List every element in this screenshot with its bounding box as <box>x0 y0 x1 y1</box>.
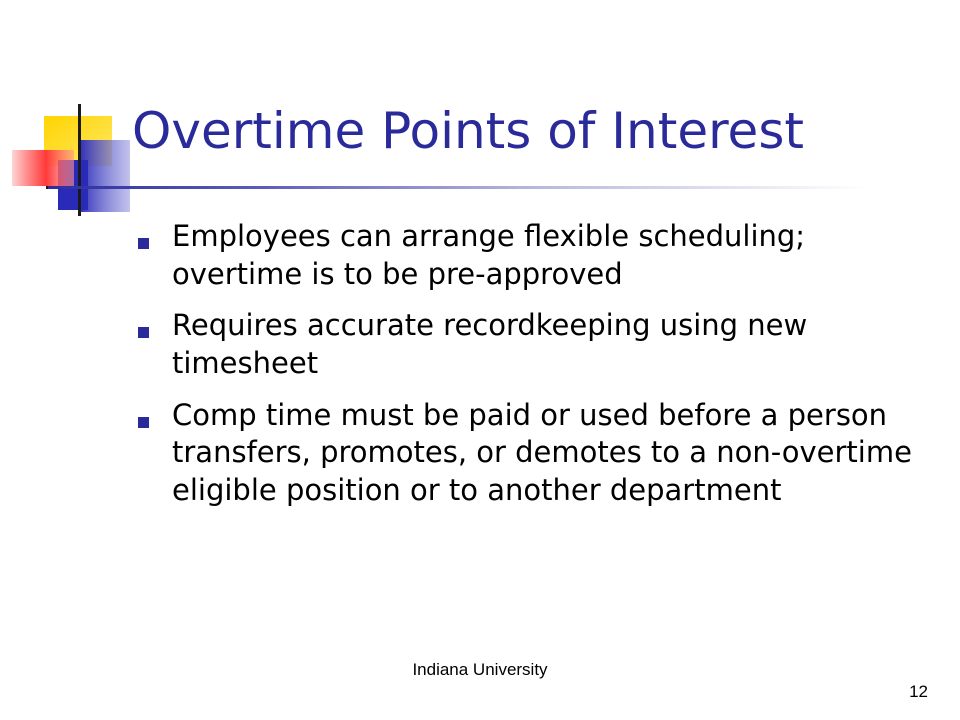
decorative-corner-graphic <box>0 0 140 230</box>
square-bullet-icon <box>138 417 149 428</box>
bullet-item <box>132 397 912 510</box>
bullet-text: Comp time must be paid or used before a person transfers, promotes, or demotes to a non-overtime eligible position or to another department <box>172 397 912 508</box>
bullet-item <box>132 307 912 382</box>
bullet-text: Requires accurate recordkeeping using new timesheet <box>172 308 808 381</box>
bullet-item <box>132 218 912 293</box>
bullet-text: Employees can arrange flexible scheduling; overtime is to be pre-approved <box>172 219 806 291</box>
square-bullet-icon <box>138 238 149 249</box>
title-underline <box>48 186 868 189</box>
square-bullet-icon <box>138 327 149 338</box>
bullet-list <box>132 218 912 524</box>
page-number: 12 <box>909 682 928 701</box>
slide-title: Overtime Points of Interest <box>132 102 804 160</box>
slide-footer: Indiana University <box>412 660 548 679</box>
